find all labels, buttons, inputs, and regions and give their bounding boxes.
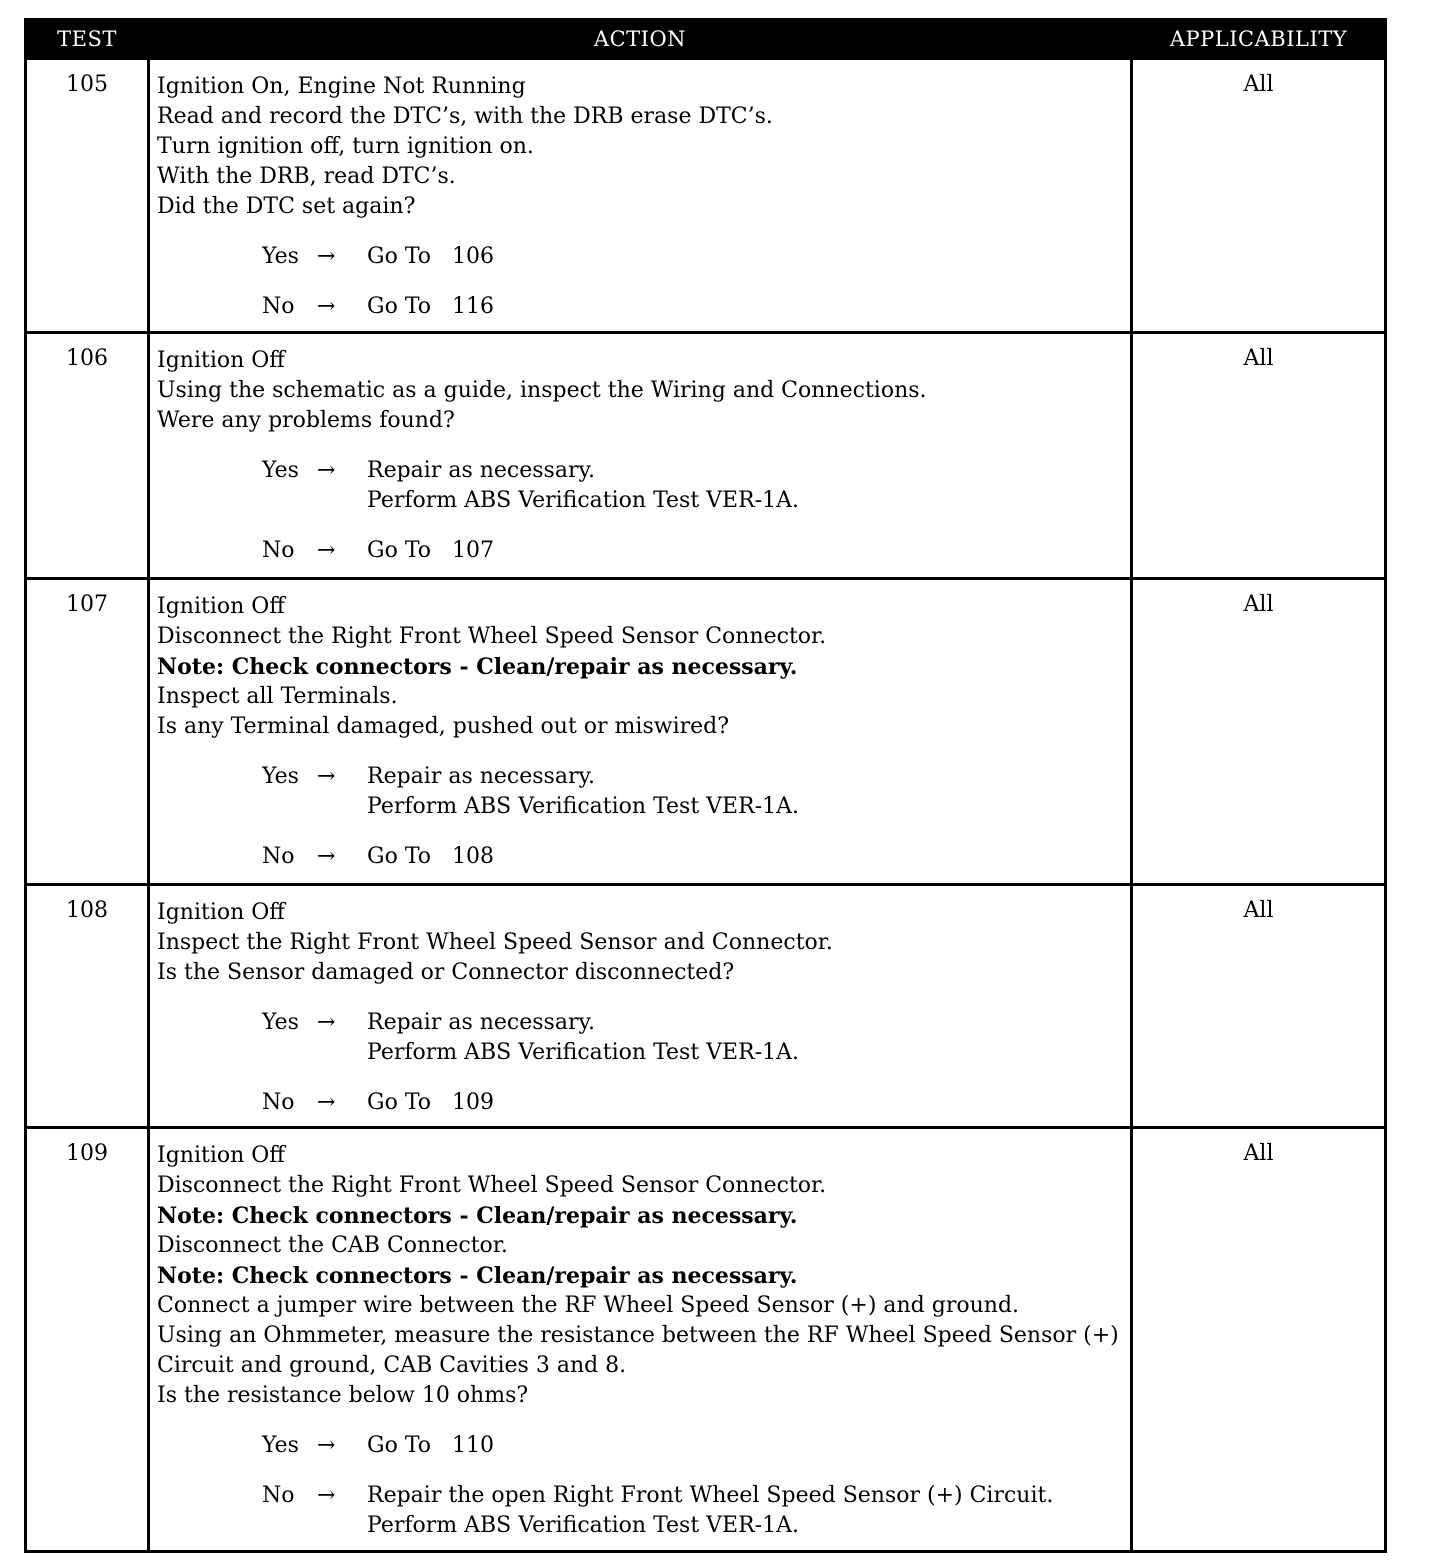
outcome-text — [367, 1481, 1053, 1541]
note-line: Note: Check connectors - Clean/repair as necessary. — [157, 1203, 798, 1229]
applicability: All — [1243, 72, 1274, 97]
header-applicability: APPLICABILITY — [1169, 27, 1348, 51]
outcome-text — [367, 242, 494, 272]
outcome-label: No — [262, 1090, 295, 1115]
outcome-label: No — [262, 538, 295, 563]
outcomes — [157, 242, 1130, 322]
applicability: All — [1243, 346, 1274, 371]
action-line: Disconnect the CAB Connector. — [157, 1233, 508, 1258]
table-row — [27, 331, 1384, 577]
arrow-right-icon: → — [317, 458, 336, 483]
action-line: Is any Terminal damaged, pushed out or miswired? — [157, 714, 730, 739]
outcome-text — [367, 536, 494, 566]
arrow-right-icon: → — [317, 538, 336, 563]
outcome-text — [367, 842, 494, 872]
action-line: Ignition Off — [157, 348, 285, 373]
outcome-text-line: Perform ABS Verification Test VER-1A. — [367, 1040, 799, 1065]
outcome-no — [262, 1088, 1130, 1118]
action-line: Circuit and ground, CAB Cavities 3 and 8. — [157, 1353, 627, 1378]
outcome-label: Yes — [262, 764, 299, 789]
outcome-text-line: Go To 106 — [367, 244, 494, 269]
action-line: With the DRB, read DTC’s. — [157, 164, 456, 189]
action-line: Inspect the Right Front Wheel Speed Sensor and Connector. — [157, 930, 833, 955]
outcome-text — [367, 1088, 494, 1118]
applicability: All — [1243, 1141, 1274, 1166]
test-number: 107 — [66, 592, 108, 617]
action-line: Using the schematic as a guide, inspect the Wiring and Connections. — [157, 378, 927, 403]
header-test: TEST — [57, 27, 117, 51]
action-line: Disconnect the Right Front Wheel Speed Sensor Connector. — [157, 624, 827, 649]
test-number: 105 — [66, 72, 108, 97]
outcome-no — [262, 536, 1130, 566]
table-body — [27, 60, 1384, 1550]
action-line: Connect a jumper wire between the RF Wheel Speed Sensor (+) and ground. — [157, 1293, 1020, 1318]
arrow-right-icon: → — [317, 1010, 336, 1035]
applicability: All — [1243, 592, 1274, 617]
outcome-text-line: Perform ABS Verification Test VER-1A. — [367, 794, 799, 819]
outcome-text-line: Perform ABS Verification Test VER-1A. — [367, 1513, 799, 1538]
table-header — [27, 18, 1384, 60]
action-line: Is the Sensor damaged or Connector disconnected? — [157, 960, 735, 985]
applicability: All — [1243, 898, 1274, 923]
outcome-label: Yes — [262, 1010, 299, 1035]
outcome-label: Yes — [262, 1433, 299, 1458]
action-line: Disconnect the Right Front Wheel Speed Sensor Connector. — [157, 1173, 827, 1198]
note-line: Note: Check connectors - Clean/repair as necessary. — [157, 654, 798, 680]
header-action: ACTION — [593, 27, 687, 51]
outcome-text — [367, 1431, 494, 1461]
action-cell — [147, 886, 1133, 1126]
arrow-right-icon: → — [317, 1433, 336, 1458]
outcome-no — [262, 1481, 1130, 1541]
outcome-text-line: Repair as necessary. — [367, 1010, 595, 1035]
outcomes — [157, 456, 1130, 566]
arrow-right-icon: → — [317, 764, 336, 789]
action-cell — [147, 334, 1133, 577]
action-line: Ignition On, Engine Not Running — [157, 74, 526, 99]
action-cell — [147, 60, 1133, 331]
action-line: Using an Ohmmeter, measure the resistance between the RF Wheel Speed Sensor (+) — [157, 1323, 1119, 1348]
action-line: Did the DTC set again? — [157, 194, 416, 219]
outcome-text — [367, 762, 799, 822]
table-row — [27, 883, 1384, 1126]
arrow-right-icon: → — [317, 1090, 336, 1115]
outcome-text-line: Go To 109 — [367, 1090, 494, 1115]
action-line: Read and record the DTC’s, with the DRB erase DTC’s. — [157, 104, 773, 129]
outcome-no — [262, 292, 1130, 322]
action-line: Ignition Off — [157, 900, 285, 925]
table-row — [27, 1126, 1384, 1550]
outcome-text — [367, 292, 494, 322]
outcome-text-line: Repair the open Right Front Wheel Speed Sensor (+) Circuit. — [367, 1483, 1054, 1508]
action-cell — [147, 1129, 1133, 1550]
arrow-right-icon: → — [317, 1483, 336, 1508]
outcome-text-line: Perform ABS Verification Test VER-1A. — [367, 488, 799, 513]
outcome-text-line: Go To 116 — [367, 294, 494, 319]
action-line: Ignition Off — [157, 594, 285, 619]
test-number: 109 — [66, 1141, 108, 1166]
outcome-yes — [262, 762, 1130, 822]
outcome-text-line: Go To 110 — [367, 1433, 494, 1458]
outcome-no — [262, 842, 1130, 872]
outcome-text-line: Repair as necessary. — [367, 458, 595, 483]
test-number: 106 — [66, 346, 108, 371]
action-line: Were any problems found? — [157, 408, 455, 433]
arrow-right-icon: → — [317, 844, 336, 869]
outcome-yes — [262, 1431, 1130, 1461]
outcome-yes — [262, 1008, 1130, 1068]
outcome-text — [367, 456, 799, 516]
outcome-label: Yes — [262, 244, 299, 269]
outcome-label: No — [262, 844, 295, 869]
outcome-text-line: Go To 107 — [367, 538, 494, 563]
arrow-right-icon: → — [317, 244, 336, 269]
note-line: Note: Check connectors - Clean/repair as necessary. — [157, 1263, 798, 1289]
diagnostic-test-table — [24, 18, 1387, 1553]
outcome-yes — [262, 456, 1130, 516]
outcome-label: No — [262, 1483, 295, 1508]
outcomes — [157, 1008, 1130, 1118]
action-line: Ignition Off — [157, 1143, 285, 1168]
outcome-text — [367, 1008, 799, 1068]
outcome-text-line: Repair as necessary. — [367, 764, 595, 789]
test-number: 108 — [66, 898, 108, 923]
action-line: Inspect all Terminals. — [157, 684, 398, 709]
arrow-right-icon: → — [317, 294, 336, 319]
outcome-yes — [262, 242, 1130, 272]
action-line: Turn ignition off, turn ignition on. — [157, 134, 534, 159]
table-row — [27, 577, 1384, 883]
outcomes — [157, 762, 1130, 872]
outcome-text-line: Go To 108 — [367, 844, 494, 869]
outcomes — [157, 1431, 1130, 1541]
table-row — [27, 60, 1384, 331]
outcome-label: Yes — [262, 458, 299, 483]
outcome-label: No — [262, 294, 295, 319]
action-cell — [147, 580, 1133, 883]
action-line: Is the resistance below 10 ohms? — [157, 1383, 529, 1408]
